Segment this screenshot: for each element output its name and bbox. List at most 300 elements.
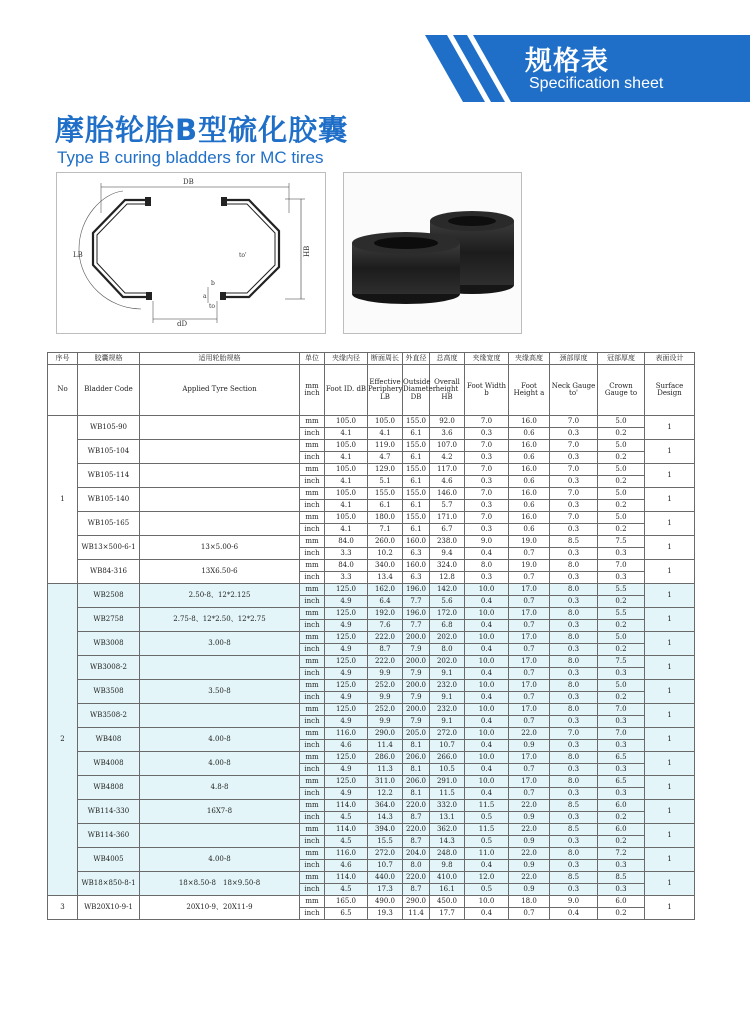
- value-mm-cell: 196.0: [403, 584, 430, 596]
- value-inch-cell: 0.2: [598, 620, 645, 632]
- value-mm-cell: 291.0: [430, 776, 465, 788]
- value-mm-cell: 490.0: [368, 896, 403, 908]
- value-mm-cell: 11.5: [465, 824, 509, 836]
- value-inch-cell: 10.7: [368, 860, 403, 872]
- value-mm-cell: 92.0: [430, 416, 465, 428]
- value-inch-cell: 4.1: [325, 500, 368, 512]
- value-inch-cell: 4.1: [368, 428, 403, 440]
- table-row: [48, 896, 695, 908]
- value-inch-cell: 0.4: [550, 908, 598, 920]
- value-mm-cell: 160.0: [403, 560, 430, 572]
- unit-inch-cell: inch: [300, 908, 325, 920]
- label-hb: HB: [303, 245, 311, 257]
- value-inch-cell: 0.6: [509, 428, 550, 440]
- value-inch-cell: 19.3: [368, 908, 403, 920]
- value-inch-cell: 0.3: [598, 860, 645, 872]
- unit-mm-cell: mm: [300, 464, 325, 476]
- bladder-code-cell: WB114-330: [78, 800, 140, 824]
- group-number-cell: 2: [48, 584, 78, 896]
- header-en-cell: Foot Width b: [465, 365, 509, 416]
- value-inch-cell: 0.6: [509, 452, 550, 464]
- value-inch-cell: 11.4: [403, 908, 430, 920]
- value-mm-cell: 8.0: [550, 704, 598, 716]
- header-title-en: Specification sheet: [529, 75, 664, 92]
- value-mm-cell: 125.0: [325, 776, 368, 788]
- tyre-section-cell: [140, 704, 300, 728]
- value-mm-cell: 206.0: [403, 776, 430, 788]
- value-inch-cell: 0.7: [509, 716, 550, 728]
- value-inch-cell: 17.7: [430, 908, 465, 920]
- value-mm-cell: 114.0: [325, 872, 368, 884]
- value-mm-cell: 332.0: [430, 800, 465, 812]
- value-inch-cell: 0.9: [509, 740, 550, 752]
- value-inch-cell: 0.3: [550, 548, 598, 560]
- bladder-code-cell: WB4005: [78, 848, 140, 872]
- value-inch-cell: 8.1: [403, 788, 430, 800]
- value-inch-cell: 3.3: [325, 548, 368, 560]
- value-inch-cell: 0.3: [598, 740, 645, 752]
- value-inch-cell: 0.7: [509, 620, 550, 632]
- bladder-drawing: [56, 172, 326, 334]
- unit-inch-cell: inch: [300, 812, 325, 824]
- value-inch-cell: 10.5: [430, 764, 465, 776]
- unit-inch-cell: inch: [300, 836, 325, 848]
- value-mm-cell: 8.0: [465, 560, 509, 572]
- table-row: [48, 776, 695, 788]
- value-inch-cell: 0.9: [509, 884, 550, 896]
- value-inch-cell: 0.3: [550, 572, 598, 584]
- value-mm-cell: 165.0: [325, 896, 368, 908]
- value-mm-cell: 7.0: [465, 416, 509, 428]
- value-inch-cell: 4.9: [325, 668, 368, 680]
- value-mm-cell: 5.0: [598, 488, 645, 500]
- value-inch-cell: 4.1: [325, 476, 368, 488]
- value-inch-cell: 0.4: [465, 548, 509, 560]
- value-mm-cell: 16.0: [509, 512, 550, 524]
- header-cn-cell: 适用轮胎规格: [140, 353, 300, 365]
- value-mm-cell: 7.0: [598, 560, 645, 572]
- value-inch-cell: 4.6: [325, 740, 368, 752]
- value-inch-cell: 0.4: [465, 620, 509, 632]
- value-mm-cell: 119.0: [368, 440, 403, 452]
- value-mm-cell: 22.0: [509, 848, 550, 860]
- value-mm-cell: 5.0: [598, 680, 645, 692]
- header-cn-cell: 冠部厚度: [598, 353, 645, 365]
- value-mm-cell: 116.0: [325, 728, 368, 740]
- value-mm-cell: 5.0: [598, 632, 645, 644]
- value-mm-cell: 10.0: [465, 608, 509, 620]
- value-inch-cell: 8.7: [403, 812, 430, 824]
- value-mm-cell: 18.0: [509, 896, 550, 908]
- value-inch-cell: 4.9: [325, 692, 368, 704]
- value-mm-cell: 117.0: [430, 464, 465, 476]
- value-mm-cell: 200.0: [403, 680, 430, 692]
- table-row: [48, 440, 695, 452]
- value-mm-cell: 107.0: [430, 440, 465, 452]
- tyre-section-cell: 20X10-9、20X11-9: [140, 896, 300, 920]
- value-mm-cell: 105.0: [325, 512, 368, 524]
- value-inch-cell: 6.8: [430, 620, 465, 632]
- value-mm-cell: 7.0: [550, 464, 598, 476]
- value-mm-cell: 9.0: [465, 536, 509, 548]
- surface-design-cell: 1: [645, 464, 695, 488]
- value-inch-cell: 4.9: [325, 620, 368, 632]
- value-inch-cell: 16.1: [430, 884, 465, 896]
- header-en-cell: Effective Periphery LB: [368, 365, 403, 416]
- group-number-cell: 1: [48, 416, 78, 584]
- value-mm-cell: 17.0: [509, 584, 550, 596]
- value-inch-cell: 0.3: [598, 572, 645, 584]
- value-mm-cell: 220.0: [403, 800, 430, 812]
- value-inch-cell: 8.1: [403, 740, 430, 752]
- value-inch-cell: 0.2: [598, 836, 645, 848]
- value-mm-cell: 362.0: [430, 824, 465, 836]
- value-mm-cell: 7.0: [550, 440, 598, 452]
- bladder-code-cell: WB114-360: [78, 824, 140, 848]
- value-inch-cell: 7.9: [403, 716, 430, 728]
- unit-mm-cell: mm: [300, 536, 325, 548]
- unit-inch-cell: inch: [300, 740, 325, 752]
- tyre-section-cell: 13X6.50-6: [140, 560, 300, 584]
- value-inch-cell: 6.1: [403, 428, 430, 440]
- value-inch-cell: 7.9: [403, 668, 430, 680]
- header-cn-cell: 表面设计: [645, 353, 695, 365]
- value-mm-cell: 200.0: [403, 632, 430, 644]
- value-mm-cell: 5.0: [598, 416, 645, 428]
- bladder-code-cell: WB3008: [78, 632, 140, 656]
- unit-mm-cell: mm: [300, 728, 325, 740]
- value-mm-cell: 172.0: [430, 608, 465, 620]
- value-inch-cell: 0.3: [465, 500, 509, 512]
- bladder-code-cell: WB4008: [78, 752, 140, 776]
- value-inch-cell: 0.3: [550, 524, 598, 536]
- value-mm-cell: 7.0: [465, 440, 509, 452]
- value-mm-cell: 22.0: [509, 872, 550, 884]
- bladder-code-cell: WB13×500-6-1: [78, 536, 140, 560]
- bladder-code-cell: WB105-104: [78, 440, 140, 464]
- value-mm-cell: 22.0: [509, 728, 550, 740]
- unit-mm-cell: mm: [300, 848, 325, 860]
- header-en-cell: Neck Gauge to': [550, 365, 598, 416]
- value-mm-cell: 5.5: [598, 584, 645, 596]
- value-inch-cell: 0.9: [509, 812, 550, 824]
- value-mm-cell: 17.0: [509, 608, 550, 620]
- value-inch-cell: 9.4: [430, 548, 465, 560]
- value-inch-cell: 8.7: [403, 884, 430, 896]
- label-tc: to': [239, 252, 247, 259]
- value-mm-cell: 10.0: [465, 776, 509, 788]
- table-row: [48, 464, 695, 476]
- value-inch-cell: 7.7: [403, 596, 430, 608]
- value-mm-cell: 146.0: [430, 488, 465, 500]
- value-mm-cell: 8.0: [550, 776, 598, 788]
- header-row-cn: [48, 353, 695, 365]
- value-mm-cell: 364.0: [368, 800, 403, 812]
- value-mm-cell: 17.0: [509, 704, 550, 716]
- value-mm-cell: 10.0: [465, 704, 509, 716]
- value-inch-cell: 9.9: [368, 668, 403, 680]
- value-mm-cell: 84.0: [325, 560, 368, 572]
- value-inch-cell: 0.9: [509, 860, 550, 872]
- value-inch-cell: 0.4: [465, 740, 509, 752]
- value-mm-cell: 22.0: [509, 800, 550, 812]
- value-mm-cell: 7.0: [465, 512, 509, 524]
- value-mm-cell: 17.0: [509, 632, 550, 644]
- value-mm-cell: 17.0: [509, 776, 550, 788]
- value-inch-cell: 13.1: [430, 812, 465, 824]
- value-inch-cell: 11.4: [368, 740, 403, 752]
- header-en-cell: Overall height HB: [430, 365, 465, 416]
- value-inch-cell: 0.3: [550, 836, 598, 848]
- bladder-code-cell: WB18×850-8-1: [78, 872, 140, 896]
- table-row: [48, 704, 695, 716]
- unit-mm-cell: mm: [300, 608, 325, 620]
- unit-mm-cell: mm: [300, 512, 325, 524]
- value-mm-cell: 105.0: [325, 464, 368, 476]
- value-mm-cell: 10.0: [465, 680, 509, 692]
- value-mm-cell: 272.0: [430, 728, 465, 740]
- value-mm-cell: 11.5: [465, 800, 509, 812]
- value-mm-cell: 11.0: [465, 848, 509, 860]
- value-mm-cell: 114.0: [325, 800, 368, 812]
- bladder-code-cell: WB408: [78, 728, 140, 752]
- value-mm-cell: 10.0: [465, 656, 509, 668]
- header-cn-cell: 胶囊规格: [78, 353, 140, 365]
- value-mm-cell: 252.0: [368, 704, 403, 716]
- header-en-cell: Foot Height a: [509, 365, 550, 416]
- value-inch-cell: 0.3: [550, 812, 598, 824]
- label-a: a: [203, 293, 207, 300]
- value-inch-cell: 0.2: [598, 476, 645, 488]
- surface-design-cell: 1: [645, 416, 695, 440]
- value-inch-cell: 0.2: [598, 452, 645, 464]
- unit-inch-cell: inch: [300, 428, 325, 440]
- bladder-drawing-svg: [57, 173, 325, 333]
- value-mm-cell: 450.0: [430, 896, 465, 908]
- value-inch-cell: 0.3: [550, 500, 598, 512]
- value-inch-cell: 4.2: [430, 452, 465, 464]
- value-mm-cell: 266.0: [430, 752, 465, 764]
- unit-inch-cell: inch: [300, 620, 325, 632]
- value-inch-cell: 0.2: [598, 428, 645, 440]
- value-inch-cell: 9.8: [430, 860, 465, 872]
- unit-inch-cell: inch: [300, 788, 325, 800]
- value-inch-cell: 0.2: [598, 908, 645, 920]
- unit-inch-cell: inch: [300, 644, 325, 656]
- unit-inch-cell: inch: [300, 764, 325, 776]
- value-mm-cell: 410.0: [430, 872, 465, 884]
- table-row: [48, 824, 695, 836]
- bladder-code-cell: WB4808: [78, 776, 140, 800]
- value-mm-cell: 8.0: [550, 560, 598, 572]
- value-mm-cell: 6.0: [598, 824, 645, 836]
- value-inch-cell: 0.3: [465, 524, 509, 536]
- value-mm-cell: 12.0: [465, 872, 509, 884]
- value-mm-cell: 311.0: [368, 776, 403, 788]
- value-mm-cell: 286.0: [368, 752, 403, 764]
- value-mm-cell: 5.0: [598, 440, 645, 452]
- value-inch-cell: 12.8: [430, 572, 465, 584]
- value-mm-cell: 6.0: [598, 896, 645, 908]
- value-inch-cell: 0.3: [550, 764, 598, 776]
- unit-inch-cell: inch: [300, 452, 325, 464]
- table-row: [48, 416, 695, 428]
- value-mm-cell: 232.0: [430, 704, 465, 716]
- value-inch-cell: 0.7: [509, 644, 550, 656]
- unit-inch-cell: inch: [300, 692, 325, 704]
- value-inch-cell: 9.9: [368, 692, 403, 704]
- bladder-code-cell: WB84-316: [78, 560, 140, 584]
- value-inch-cell: 0.3: [550, 428, 598, 440]
- value-mm-cell: 205.0: [403, 728, 430, 740]
- value-inch-cell: 0.2: [598, 596, 645, 608]
- value-inch-cell: 0.2: [598, 644, 645, 656]
- value-inch-cell: 4.1: [325, 524, 368, 536]
- value-inch-cell: 8.0: [403, 860, 430, 872]
- surface-design-cell: 1: [645, 632, 695, 656]
- value-inch-cell: 3.3: [325, 572, 368, 584]
- value-inch-cell: 0.4: [465, 644, 509, 656]
- value-mm-cell: 84.0: [325, 536, 368, 548]
- unit-mm-cell: mm: [300, 680, 325, 692]
- value-inch-cell: 4.9: [325, 764, 368, 776]
- tyre-section-cell: 3.00-8: [140, 632, 300, 656]
- surface-design-cell: 1: [645, 608, 695, 632]
- value-inch-cell: 5.7: [430, 500, 465, 512]
- value-inch-cell: 0.2: [598, 524, 645, 536]
- value-inch-cell: 0.3: [550, 644, 598, 656]
- value-mm-cell: 8.0: [550, 656, 598, 668]
- tyre-section-cell: [140, 824, 300, 848]
- value-inch-cell: 0.6: [509, 476, 550, 488]
- value-inch-cell: 4.9: [325, 644, 368, 656]
- value-inch-cell: 0.3: [465, 572, 509, 584]
- header-en-cell: Bladder Code: [78, 365, 140, 416]
- bladder-code-cell: WB105-90: [78, 416, 140, 440]
- value-inch-cell: 8.7: [403, 836, 430, 848]
- value-mm-cell: 6.0: [598, 800, 645, 812]
- label-dd: dD: [177, 320, 188, 328]
- table-row: [48, 512, 695, 524]
- value-inch-cell: 0.3: [598, 548, 645, 560]
- tyre-section-cell: 18×8.50-8 18×9.50-8: [140, 872, 300, 896]
- header-en-cell: Foot ID. dB: [325, 365, 368, 416]
- unit-inch-cell: inch: [300, 524, 325, 536]
- header-row-en: [48, 365, 695, 416]
- value-inch-cell: 0.4: [465, 596, 509, 608]
- value-inch-cell: 4.6: [325, 860, 368, 872]
- value-inch-cell: 6.5: [325, 908, 368, 920]
- value-mm-cell: 155.0: [403, 488, 430, 500]
- value-inch-cell: 13.4: [368, 572, 403, 584]
- value-inch-cell: 4.6: [430, 476, 465, 488]
- header-en-cell: mm inch: [300, 365, 325, 416]
- value-inch-cell: 0.9: [509, 836, 550, 848]
- value-mm-cell: 8.5: [598, 872, 645, 884]
- header-cn-cell: 夹缘内径: [325, 353, 368, 365]
- value-mm-cell: 440.0: [368, 872, 403, 884]
- bladder-code-cell: WB3508: [78, 680, 140, 704]
- value-inch-cell: 8.0: [430, 644, 465, 656]
- value-mm-cell: 162.0: [368, 584, 403, 596]
- value-inch-cell: 0.4: [465, 788, 509, 800]
- value-mm-cell: 260.0: [368, 536, 403, 548]
- surface-design-cell: 1: [645, 848, 695, 872]
- header-en-cell: Outside Diameter DB: [403, 365, 430, 416]
- value-inch-cell: 0.4: [465, 716, 509, 728]
- tyre-section-cell: 4.00-8: [140, 728, 300, 752]
- value-inch-cell: 6.1: [403, 452, 430, 464]
- value-inch-cell: 17.3: [368, 884, 403, 896]
- value-mm-cell: 290.0: [368, 728, 403, 740]
- table-row: [48, 728, 695, 740]
- unit-mm-cell: mm: [300, 416, 325, 428]
- value-inch-cell: 0.3: [550, 788, 598, 800]
- value-mm-cell: 10.0: [465, 632, 509, 644]
- value-mm-cell: 8.0: [550, 848, 598, 860]
- value-inch-cell: 10.7: [430, 740, 465, 752]
- value-mm-cell: 232.0: [430, 680, 465, 692]
- value-inch-cell: 0.7: [509, 764, 550, 776]
- value-inch-cell: 0.3: [598, 716, 645, 728]
- header-cn-cell: 总高度: [430, 353, 465, 365]
- unit-mm-cell: mm: [300, 560, 325, 572]
- value-mm-cell: 7.0: [598, 728, 645, 740]
- page-title-cn: 摩胎轮胎B型硫化胶囊: [55, 113, 349, 147]
- value-mm-cell: 125.0: [325, 752, 368, 764]
- label-lb: LB: [73, 251, 83, 259]
- unit-inch-cell: inch: [300, 500, 325, 512]
- label-to: to: [209, 303, 216, 310]
- header-cn-cell: 外直径: [403, 353, 430, 365]
- value-mm-cell: 222.0: [368, 656, 403, 668]
- value-mm-cell: 220.0: [403, 824, 430, 836]
- value-inch-cell: 4.9: [325, 716, 368, 728]
- value-inch-cell: 0.3: [550, 476, 598, 488]
- value-inch-cell: 0.3: [550, 692, 598, 704]
- value-mm-cell: 17.0: [509, 656, 550, 668]
- table-row: [48, 560, 695, 572]
- value-mm-cell: 22.0: [509, 824, 550, 836]
- surface-design-cell: 1: [645, 584, 695, 608]
- value-mm-cell: 155.0: [403, 416, 430, 428]
- surface-design-cell: 1: [645, 656, 695, 680]
- surface-design-cell: 1: [645, 800, 695, 824]
- value-mm-cell: 7.0: [550, 512, 598, 524]
- value-mm-cell: 8.0: [550, 680, 598, 692]
- table-row: [48, 848, 695, 860]
- value-mm-cell: 5.5: [598, 608, 645, 620]
- value-mm-cell: 125.0: [325, 584, 368, 596]
- value-mm-cell: 272.0: [368, 848, 403, 860]
- value-inch-cell: 0.2: [598, 812, 645, 824]
- value-inch-cell: 4.1: [325, 452, 368, 464]
- value-inch-cell: 14.3: [368, 812, 403, 824]
- value-mm-cell: 8.0: [550, 608, 598, 620]
- value-inch-cell: 4.1: [325, 428, 368, 440]
- value-mm-cell: 204.0: [403, 848, 430, 860]
- table-row: [48, 800, 695, 812]
- value-mm-cell: 10.0: [465, 728, 509, 740]
- surface-design-cell: 1: [645, 824, 695, 848]
- tyre-section-cell: [140, 416, 300, 440]
- value-mm-cell: 202.0: [430, 656, 465, 668]
- surface-design-cell: 1: [645, 896, 695, 920]
- value-inch-cell: 5.6: [430, 596, 465, 608]
- unit-mm-cell: mm: [300, 584, 325, 596]
- value-mm-cell: 290.0: [403, 896, 430, 908]
- value-mm-cell: 8.5: [550, 536, 598, 548]
